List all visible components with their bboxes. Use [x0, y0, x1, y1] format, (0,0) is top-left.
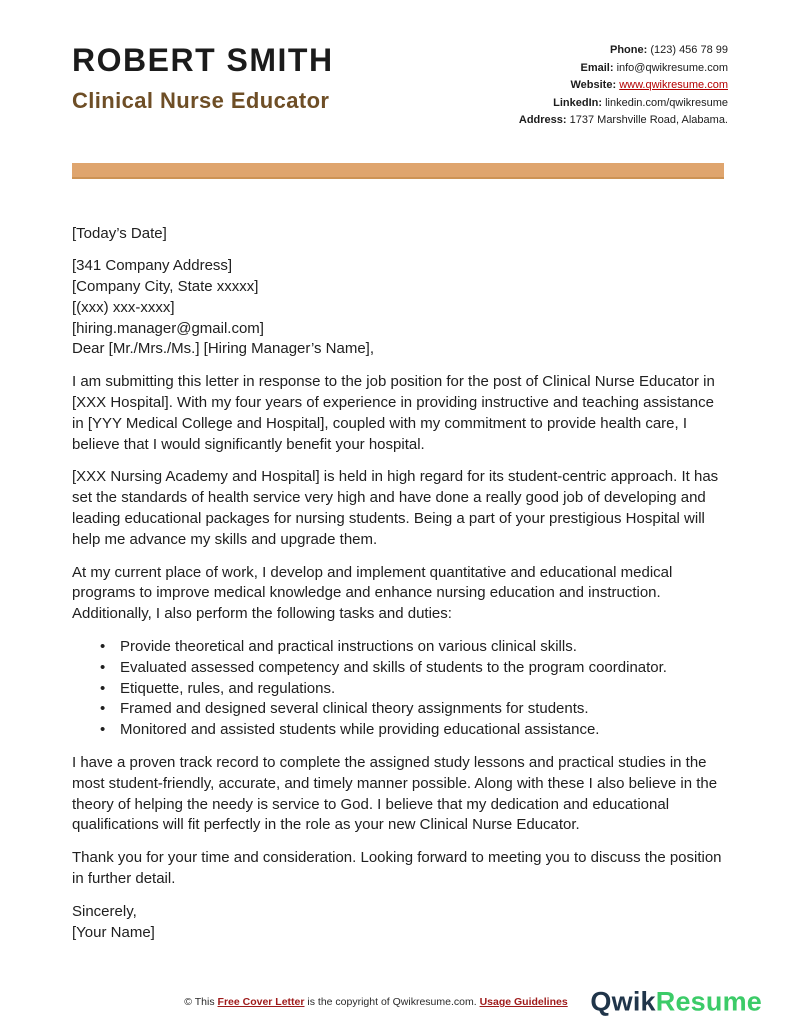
recipient-block — [72, 256, 728, 339]
linkedin-value: linkedin.com/qwikresume — [605, 96, 728, 109]
duties-list — [72, 637, 728, 741]
job-title: Clinical Nurse Educator — [72, 87, 330, 113]
recipient-line: [341 Company Address] — [72, 257, 233, 275]
paragraph-thanks: Thank you for your time and consideration. Looking forward to meeting you to discuss the position in further detail. — [72, 849, 722, 888]
qwikresume-logo — [590, 987, 762, 1018]
duty-item: • Evaluated assessed competency and skills of students to the program coordinator. — [100, 658, 728, 679]
recipient-line: [Company City, State xxxxx] — [72, 278, 259, 296]
duty-item: • Etiquette, rules, and regulations. — [100, 679, 728, 700]
linkedin-label: LinkedIn: — [553, 96, 603, 109]
accent-divider-bar — [72, 163, 724, 179]
address-label: Address: — [518, 114, 567, 126]
website-label: Website: — [570, 79, 617, 91]
copyright-middle: is the copyright of Qwikresume.com. — [307, 996, 477, 1008]
identity-block — [72, 40, 334, 114]
signature: [Your Name] — [72, 923, 155, 941]
contact-row-address — [519, 112, 728, 130]
contact-row-website — [519, 77, 728, 95]
logo-qwik-text: Qwik — [590, 986, 656, 1017]
contact-info — [519, 42, 728, 130]
email-value: info@qwikresume.com — [616, 61, 728, 74]
signoff-block — [72, 902, 728, 944]
signoff: Sincerely, — [72, 902, 137, 920]
duty-item: • Framed and designed several clinical theory assignments for students. — [100, 699, 728, 720]
free-cover-letter-link[interactable]: Free Cover Letter — [217, 996, 305, 1008]
website-link[interactable]: www.qwikresume.com — [619, 79, 728, 91]
letter-header — [72, 40, 728, 130]
contact-row-email — [519, 60, 728, 78]
phone-value: (123) 456 78 99 — [650, 44, 728, 56]
contact-row-linkedin — [519, 95, 728, 113]
page-footer — [0, 985, 800, 1019]
recipient-line: [hiring.manager@gmail.com] — [72, 319, 264, 337]
date-line: [Today’s Date] — [72, 224, 167, 242]
phone-label: Phone: — [609, 44, 648, 56]
recipient-line: [(xxx) xxx-xxxx] — [72, 298, 175, 316]
address-value: 1737 Marshville Road, Alabama. — [569, 114, 728, 126]
usage-guidelines-link[interactable]: Usage Guidelines — [479, 996, 568, 1008]
letter-body — [72, 224, 728, 944]
email-label: Email: — [580, 61, 614, 74]
logo-resume-text: Resume — [655, 986, 762, 1017]
salutation: Dear [Mr./Mrs./Ms.] [Hiring Manager’s Name], — [72, 340, 375, 358]
paragraph-track-record: I have a proven track record to complete the assigned study lessons and practical studies in the most student-friendly, accurate, and timely manner possible. Along with these I also believe in the theory of helping the needy is service to God. I believe that my dedication and educational qualifications will fit perfectly in the role as your new Clinical Nurse Educator. — [72, 754, 718, 834]
paragraph-duties-intro: At my current place of work, I develop and implement quantitative and educational medical programs to improve medical knowledge and enhance nursing education and instruction. Additionally, I also perform the following tasks and duties: — [72, 563, 673, 623]
contact-row-phone — [519, 42, 728, 60]
paragraph-praise: [XXX Nursing Academy and Hospital] is held in high regard for its student-centric approach. It has set the standards of health service very high and have done a really good job of developing and leading educational packages for nursing students. Being a part of your prestigious Hospital will help me advance my skills and upgrade them. — [72, 468, 719, 548]
person-name: ROBERT SMITH — [72, 42, 334, 78]
paragraph-intro: I am submitting this letter in response to the job position for the post of Clinical Nurse Educator in [XXX Hospital]. With my four years of experience in providing instructive and teaching assistance in [YYY Medical College and Hospital], coupled with my commitment to provide health care, I believe that I would significantly benefit your hospital. — [72, 373, 715, 453]
duty-item: • Monitored and assisted students while providing educational assistance. — [100, 720, 728, 741]
copyright-prefix: © This — [184, 996, 215, 1008]
duty-item: • Provide theoretical and practical instructions on various clinical skills. — [100, 637, 728, 658]
